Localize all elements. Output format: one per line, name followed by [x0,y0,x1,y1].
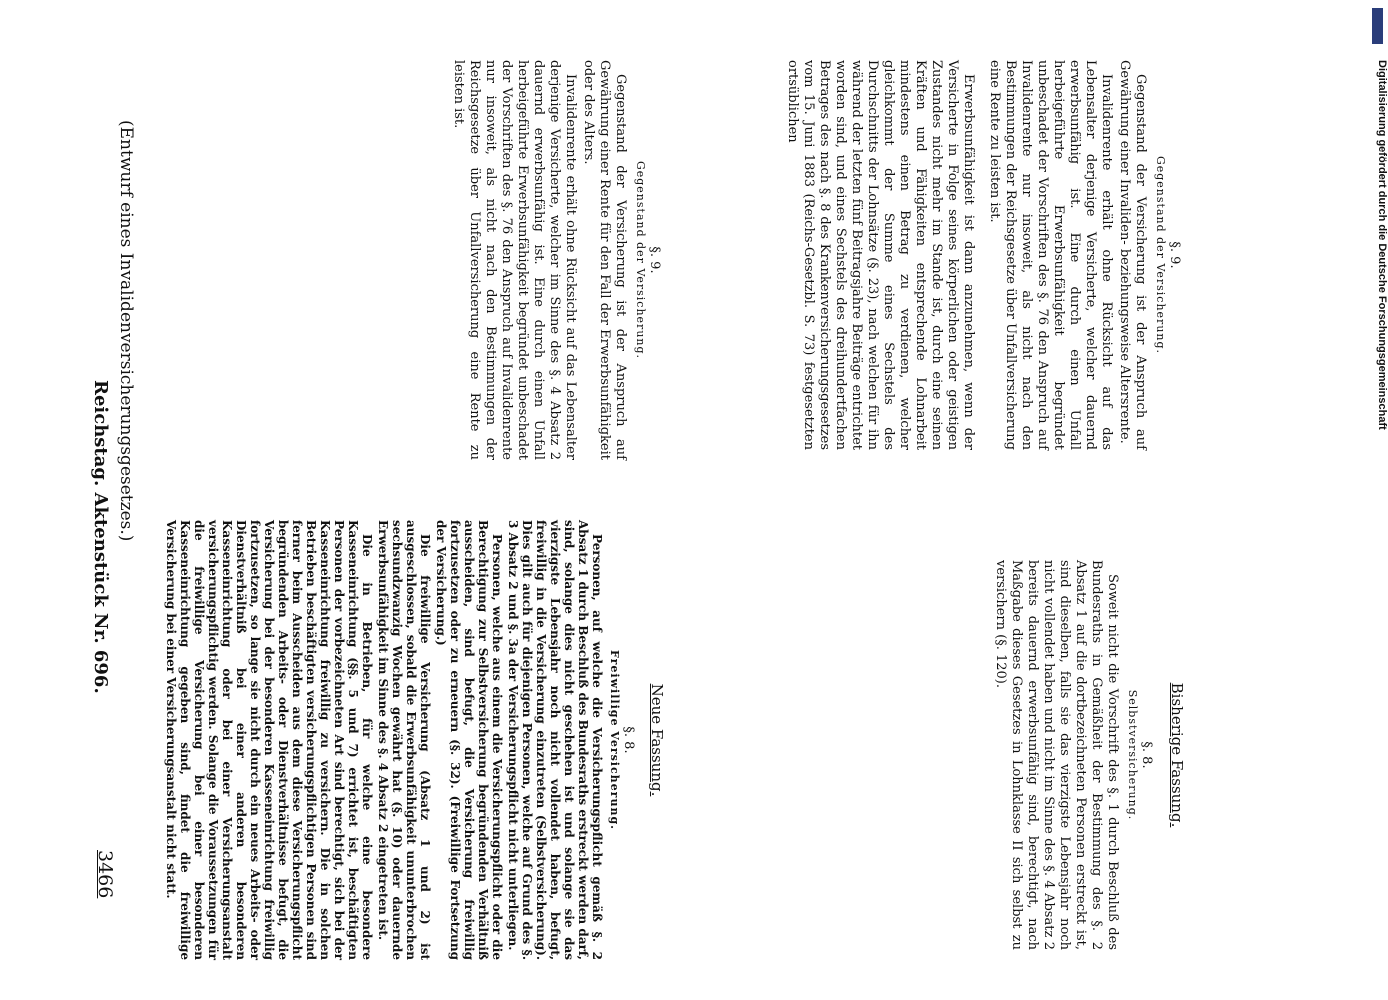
paragraph: Invalidenrente erhält ohne Rücksicht auf das Lebensalter derjenige Versicherte, welcher im Sinne des §. 4 Absatz 2 dauernd erwerbsunfähig ist. Eine durch einen Unfall herbeigeführte Erwerbsunfähigkeit begründet unbeschadet der Vorschriften des §. 76 den Anspruch auf Invalidenrente nur insoweit, als nicht nach den Bestimmungen der Reichsgesetze über Unfallversicherung eine Rente zu leisten ist. [451,60,578,460]
section-title: Gegenstand der Versicherung. [634,160,647,360]
paragraph: Invalidenrente erhält ohne Rücksicht auf das Lebensalter derjenige Versicherte, welcher dauernd erwerbsunfähig ist. Eine durch einen Unfall herbeigeführte Erwerbsunfähigkeit begründet unbeschadet der Vorschriften des §. 76 den Anspruch auf Invalidenrente nur insoweit, als nicht nach den Bestimmungen der Reichsgesetze über Unfallversicherung eine Rente zu leisten ist. [987,60,1114,450]
rotated-page [56,0,1356,1000]
digitization-footer: Digitalisierung gefördert durch die Deutsche Forschungsgemeinschaft [1376,60,1388,430]
section-text [784,60,1148,450]
paragraph: Erwerbsunfähigkeit ist dann anzunehmen, wenn der Versicherte in Folge seines körperlichen oder geistigen Zustandes nicht mehr im Stande ist, durch eine seinen Kräften und Fähigkeiten entsprechende Lohnarbeit mindestens einen Betrag zu verdienen, welcher gleichkommt der Summe eines Sechstels des Durchschnitts der Lohnsätze (§. 23), nach welchen für ihn während der letzten fünf Beitragsjahre Beiträge entrichtet worden sind, und eines Sechstels des dreihundertfachen Betrages des nach §. 8 des Krankenversicherungsgesetzes vom 15. Juni 1883 (Reichs-Gesetzbl. S. 73) festgesetzten ortsüblichen [785,60,976,450]
column-old-version [990,560,1186,950]
section-title: Freiwillige Versicherung. [608,650,621,830]
page-title: Reichstag. Aktenstück Nr. 696. [90,380,111,694]
section-title: Selbstversicherung. [1126,689,1139,821]
page-subtitle: (Entwurf eines Invalidenversicherungsgesetzes.) [116,120,136,542]
section-number: §. 8. [1139,741,1154,769]
section-number: §. 9. [1167,241,1182,269]
column-old-section9 [782,60,1186,450]
paragraph: Die freiwillige Versicherung (Absatz 1 und 2) ist ausgeschlossen, sobald die Erwerbsunfähigkeit ununterbrochen sechsundzwanzig Wochen gewährt hat (§. 10) oder dauernde Erwerbsunfähigkeit im Sinne des §. 4 Absatz 2 eingetreten ist. [376,520,432,960]
paragraph: Die in Betrieben, für welche eine besondere Kasseneinrichtung (§§. 5 und 7) errichtet ist, beschäftigten Personen der vorbezeichneten Art sind berechtigt, sich bei der Kasseneinrichtung freiwillig zu versichern. Die in solchen Betrieben beschäftigten versicherungspflichtigen Personen sind ferner beim Ausscheiden aus dem diese Versicherungspflicht begründenden Arbeits- oder Dienstverhältnisse befugt, die Versicherung bei der besonderen Kasseneinrichtung freiwillig fortzusetzen, so lange sie nicht durch ein neues Arbeits- oder Dienstverhältniß bei einer anderen besonderen Kasseneinrichtung oder bei einer Versicherungsanstalt versicherungspflichtig werden. Solange die Voraussetzungen für die freiwillige Versicherung bei einer besonderen Kasseneinrichtung gegeben sind, findet die freiwillige Versicherung bei einer Versicherungsanstalt nicht statt. [164,520,374,960]
column-new-section8 [162,520,666,960]
section-number: §. 8. [621,726,636,754]
paragraph: Personen, welche aus einem die Versicherungspflicht oder die Berechtigung zur Selbstversicherung begründenden Verhältniß ausscheiden, sind befugt, die Versicherung freiwillig fortzusetzen oder zu erneuern (§. 32). (Freiwillige Fortsetzung der Versicherung.) [434,520,504,960]
section-number: §. 9. [647,246,662,274]
paragraph: Gegenstand der Versicherung ist der Anspruch auf Gewährung einer Invaliden- beziehungsweise Altersrente. [1117,60,1148,450]
section-text [992,560,1120,950]
paragraph: Personen, auf welche die Versicherungspflicht gemäß §. 2 Absatz 1 durch Beschluß des Bundesraths erstreckt werden darf, sind, solange dies nicht geschehen ist und solange sie das vierzigste Lebensjahr noch nicht vollendet haben, befugt, freiwillig in die Versicherung einzutreten (Selbstversicherung). Dies gilt auch für diejenigen Personen, welche auf Grund des §. 3 Absatz 2 und §. 3a der Versicherungspflicht nicht unterliegen. [506,520,604,960]
paragraph: Gegenstand der Versicherung ist der Anspruch auf Gewährung einer Rente für den Fall der Erwerbsunfähigkeit oder des Alters. [581,60,628,460]
page-number: 3466 [94,850,116,899]
column-heading-old: Bisherige Fassung. [1168,682,1186,828]
dfg-logo [1372,8,1383,44]
section-text [450,60,628,460]
dfg-logo-text: DFG [1360,40,1371,62]
paragraph: Soweit nicht die Vorschrift des §. 1 durch Beschluß des Bundesraths in Gemäßheit der Bestimmung des §. 2 Absatz 1 auf die dortbezeichneten Personen erstreckt ist, sind dieselben, falls sie das vierzigste Lebensjahr noch nicht vollendet haben und nicht im Sinne des §. 4 Absatz 2 bereits dauernd erwerbsunfähig sind, berechtigt, nach Maßgabe dieses Gesetzes in Lohnklasse II sich selbst zu versichern (§. 120). [993,560,1120,950]
section-title: Gegenstand der Versicherung. [1154,155,1167,355]
section-text [164,520,604,960]
column-new-section9 [448,60,666,460]
column-heading-new: Neue Fassung. [648,683,666,797]
